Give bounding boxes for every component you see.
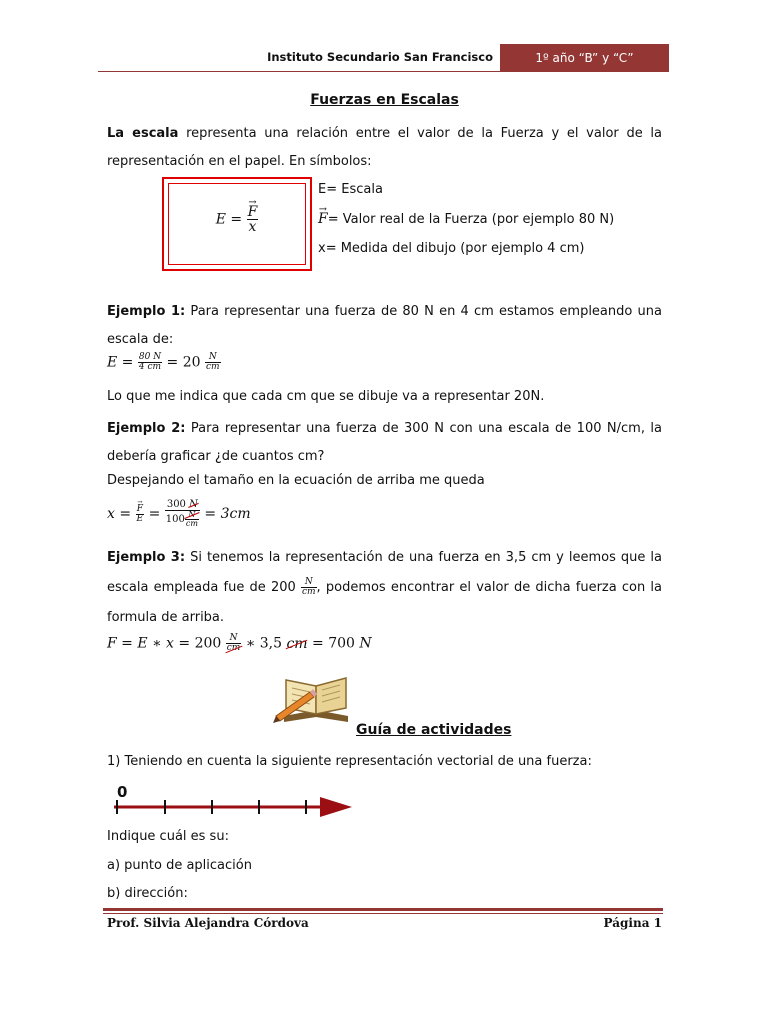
question-1-a: a) punto de aplicación — [107, 858, 252, 873]
example-3-equation: F = E ∗ x = 200 $\frac{N}{cm}$ ∗ 3,5 cm = 700 N — [107, 633, 372, 653]
example-3-text-b: , podemos encontrar el valor de dicha fuerza con la formula de arriba. — [107, 580, 663, 625]
eq2-d1-unit-num: N — [185, 511, 199, 520]
eq1-value: 20 — [182, 354, 201, 371]
example-1-equation: E = $\frac{80 N}{4 cm}$ = 20 $\frac{N}{cm}$ — [107, 352, 220, 372]
legend-x: x= Medida del dibujo (por ejemplo 4 cm) — [318, 241, 585, 256]
eq1-num: 80 N — [138, 352, 162, 362]
eq2-d1: 100 — [165, 514, 185, 525]
example-1-text: Para representar una fuerza de 80 N en 4 cm estamos empleando una escala de: — [107, 304, 662, 347]
header-course-badge — [500, 44, 669, 72]
eq2-d1-unit-den: cm — [185, 519, 198, 528]
eq2-fden: E — [136, 513, 144, 524]
example-1-paragraph — [107, 298, 662, 354]
example-3-text-a: Si tenemos la representación de una fuerza en 3,5 cm y leemos que la escala empleada fue de 200 — [107, 550, 662, 595]
intro-bold: La escala — [107, 126, 179, 141]
example-3-unit-den: cm — [301, 587, 316, 597]
eq1-unit-den: cm — [206, 362, 220, 372]
example-3-label: Ejemplo 3: — [107, 550, 186, 565]
eq2-result: 3cm — [220, 506, 251, 522]
legend-f-line — [318, 211, 614, 227]
example-1-label: Ejemplo 1: — [107, 304, 186, 319]
example-2-paragraph — [107, 415, 662, 471]
example-3-unit-num: N — [301, 578, 317, 588]
eq1-unit-num: N — [205, 353, 221, 363]
eq3-cm: cm — [286, 635, 308, 652]
eq3-unit-den: cm — [226, 643, 241, 653]
formula-num: → F — [248, 205, 258, 219]
legend-e: E= Escala — [318, 182, 383, 197]
question-1: 1) Teniendo en cuenta la siguiente representación vectorial de una fuerza: — [107, 754, 592, 769]
eq3-unit-num: N — [226, 634, 242, 644]
page-title: Fuerzas en Escalas — [310, 92, 459, 108]
eq3-mult: 3,5 — [259, 635, 283, 652]
question-1-b: b) dirección: — [107, 886, 188, 901]
guide-title: Guía de actividades — [356, 722, 512, 738]
eq3-lhs: F — [107, 635, 117, 652]
formula-eq: = — [230, 211, 243, 228]
header-course: 1º año “B” y “C” — [535, 51, 634, 65]
header-institution: Instituto Secundario San Francisco — [267, 50, 493, 64]
vector-origin-label: 0 — [117, 783, 128, 801]
eq2-fnum: → F — [137, 505, 143, 514]
formula-box — [162, 177, 312, 271]
force-vector-arrow — [110, 794, 355, 820]
eq3-x: x — [166, 635, 174, 652]
eq1-lhs: E — [107, 354, 118, 371]
example-3-paragraph — [107, 543, 662, 633]
example-2-text: Para representar una fuerza de 300 N con una escala de 100 N/cm, la debería graficar ¿de cuantos cm? — [107, 421, 662, 464]
formula-expression — [164, 205, 310, 234]
page-header — [98, 44, 669, 72]
header-rule — [98, 71, 500, 72]
eq2-lhs: x — [107, 506, 115, 522]
example-1-after: Lo que me indica que cada cm que se dibuje va a representar 20N. — [107, 389, 545, 404]
legend-f: = Valor real de la Fuerza (por ejemplo 80 N) — [327, 212, 615, 227]
eq3-result: 700 — [328, 635, 355, 652]
formula-den: x — [248, 219, 257, 235]
footer-rule-thin — [103, 913, 663, 914]
intro-text: representa una relación entre el valor de la Fuerza y el valor de la representación en el papel. En símbolos: — [107, 126, 662, 169]
eq3-result-unit: N — [359, 635, 372, 652]
eq3-e: E — [137, 635, 148, 652]
intro-paragraph — [107, 120, 662, 176]
example-2-equation: x = → $\frac{F}{E}$ = 300 N 100 $\frac{N}{cm}$ = 3cm — [107, 500, 251, 528]
footer-author: Prof. Silvia Alejandra Córdova — [107, 916, 309, 930]
question-1-ask: Indique cuál es su: — [107, 829, 229, 844]
formula-lhs: E — [215, 211, 226, 228]
eq3-val: 200 — [194, 635, 222, 652]
example-2-label: Ejemplo 2: — [107, 421, 186, 436]
eq2-n1: 300 — [166, 499, 186, 510]
footer-page: Página 1 — [603, 916, 662, 930]
legend-f-symbol: → F — [318, 211, 328, 227]
example-2-line: Despejando el tamaño en la ecuación de arriba me queda — [107, 473, 485, 488]
eq1-den: 4 cm — [138, 362, 162, 372]
footer-rule — [103, 908, 663, 911]
book-pencil-icon — [270, 670, 354, 726]
eq2-n1-unit: N — [189, 499, 198, 510]
